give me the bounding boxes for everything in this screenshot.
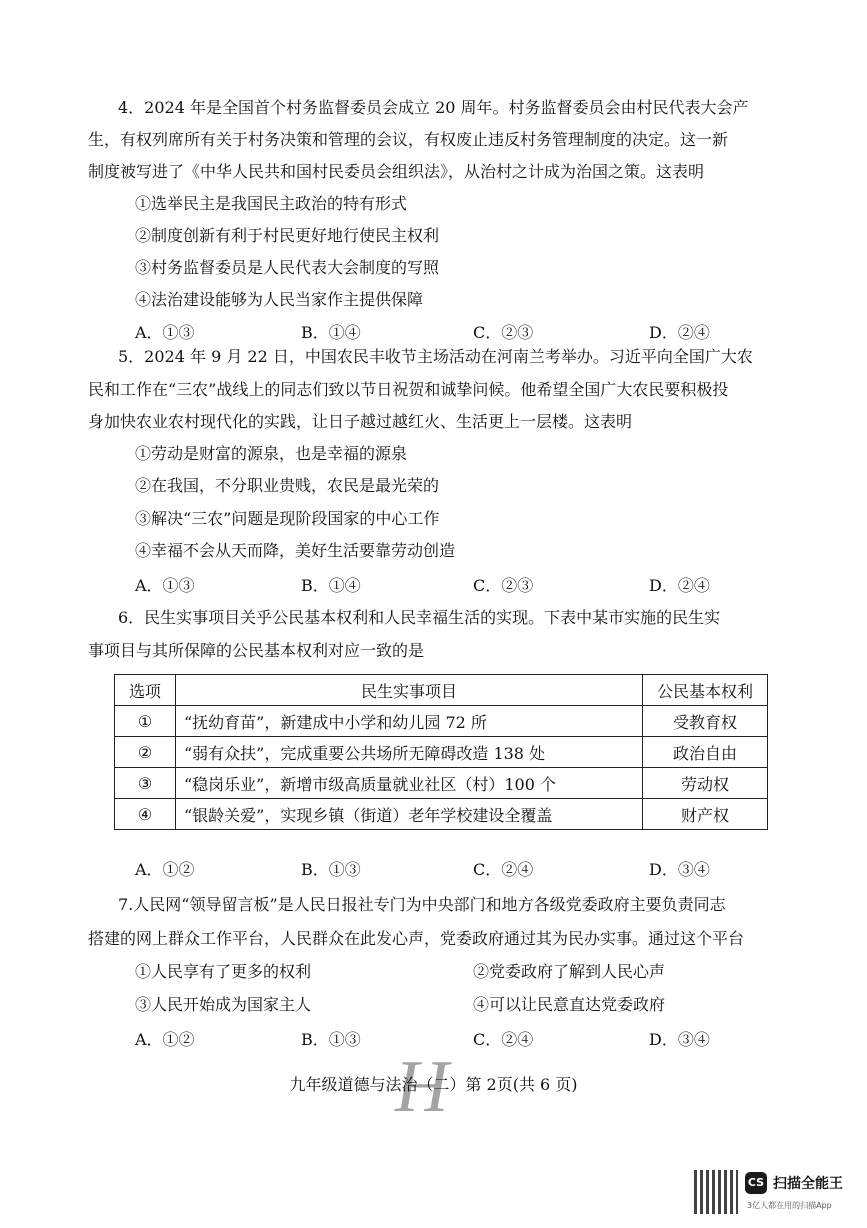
table-cell: 政治自由 (643, 737, 768, 768)
question-4-line: 4．2024 年是全国首个村务监督委员会成立 20 周年。村务监督委员会由村民代表大会产 (118, 98, 749, 117)
table-cell: ② (115, 737, 176, 768)
question-7-options-row (135, 995, 775, 1015)
question-4-line: 生，有权列席所有关于村务决策和管理的会议，有权废止违反村务管理制度的决定。这一新 (88, 130, 729, 149)
table-row (115, 737, 768, 768)
brand-name: 扫描全能王 (773, 1176, 843, 1192)
table-row (115, 768, 768, 799)
choice-d: D．②④ (649, 323, 710, 342)
choice-b: B．①③ (301, 1030, 361, 1049)
qr-code-icon (694, 1170, 738, 1214)
table-header-row (115, 675, 768, 706)
page-footer: 九年级道德与法治（二）第 2页(共 6 页) (289, 1075, 578, 1094)
question-5-option: ④幸福不会从天而降，美好生活要靠劳动创造 (135, 541, 456, 560)
table-row (115, 799, 768, 830)
scanner-brand (745, 1172, 855, 1216)
question-5-option: ③解决“三农”问题是现阶段国家的中心工作 (135, 509, 440, 528)
question-6-line: 6．民生实事项目关乎公民基本权利和人民幸福生活的实现。下表中某市实施的民生实 (118, 608, 721, 627)
choice-d: D．③④ (649, 860, 710, 879)
question-7-option: ②党委政府了解到人民心声 (473, 962, 666, 981)
choice-b: B．①④ (301, 323, 361, 342)
question-4-option: ①选举民主是我国民主政治的特有形式 (135, 194, 408, 213)
question-6-line: 事项目与其所保障的公民基本权利对应一致的是 (88, 641, 425, 660)
table-cell: “弱有众扶”，完成重要公共场所无障碍改造 138 处 (176, 737, 643, 768)
table-header: 公民基本权利 (643, 675, 768, 706)
table-header: 民生实事项目 (176, 675, 643, 706)
question-7-line: 7.人民网“领导留言板”是人民日报社专门为中央部门和地方各级党委政府主要负责同志 (118, 895, 726, 914)
question-7-option: ③人民开始成为国家主人 (135, 995, 312, 1014)
choice-c: C．②③ (473, 323, 534, 342)
table-cell: “稳岗乐业”，新增市级高质量就业社区（村）100 个 (176, 768, 643, 799)
choice-a: A．①② (135, 1030, 195, 1049)
table-cell: “抚幼育苗”，新建成中小学和幼儿园 72 所 (176, 706, 643, 737)
camscanner-logo-icon: CS (745, 1172, 767, 1194)
brand-tagline: 3亿人都在用的扫描App (747, 1201, 832, 1210)
table-header: 选项 (115, 675, 176, 706)
rights-table (114, 674, 768, 830)
choice-b: B．①④ (301, 576, 361, 595)
question-6-choices (135, 860, 775, 880)
choice-a: A．①③ (135, 576, 195, 595)
table-cell: 劳动权 (643, 768, 768, 799)
question-4-option: ②制度创新有利于村民更好地行使民主权利 (135, 226, 440, 245)
choice-d: D．③④ (649, 1030, 710, 1049)
table-cell: 财产权 (643, 799, 768, 830)
table-cell: “银龄关爱”，实现乡镇（街道）老年学校建设全覆盖 (176, 799, 643, 830)
table-row (115, 706, 768, 737)
question-7-choices (135, 1030, 775, 1050)
question-4-option: ③村务监督委员是人民代表大会制度的写照 (135, 258, 440, 277)
question-7-line: 搭建的网上群众工作平台，人民群众在此发心声，党委政府通过其为民办实事。通过这个平台 (88, 929, 745, 948)
question-7-options-row (135, 962, 775, 982)
choice-a: A．①② (135, 860, 195, 879)
choice-a: A．①③ (135, 323, 195, 342)
table-cell: ③ (115, 768, 176, 799)
choice-c: C．②③ (473, 576, 534, 595)
choice-d: D．②④ (649, 576, 710, 595)
question-4-option: ④法治建设能够为人民当家作主提供保障 (135, 290, 424, 309)
question-5-option: ①劳动是财富的源泉，也是幸福的源泉 (135, 444, 408, 463)
choice-c: C．②④ (473, 860, 534, 879)
question-5-line: 身加快农业农村现代化的实践，让日子越过越红火、生活更上一层楼。这表明 (88, 412, 633, 431)
question-5-line: 民和工作在“三农”战线上的同志们致以节日祝贺和诚挚问候。他希望全国广大农民要积极投 (88, 380, 729, 399)
table-cell: ① (115, 706, 176, 737)
question-7-option: ①人民享有了更多的权利 (135, 962, 312, 981)
watermark-letter: H (395, 1046, 449, 1128)
question-4-choices (135, 323, 775, 343)
question-5-choices (135, 576, 775, 596)
question-4-line: 制度被写进了《中华人民共和国村民委员会组织法》，从治村之计成为治国之策。这表明 (88, 162, 705, 181)
table-cell: ④ (115, 799, 176, 830)
question-7-option: ④可以让民意直达党委政府 (473, 995, 666, 1014)
question-5-option: ②在我国，不分职业贵贱，农民是最光荣的 (135, 476, 440, 495)
choice-b: B．①③ (301, 860, 361, 879)
table-cell: 受教育权 (643, 706, 768, 737)
question-5-line: 5．2024 年 9 月 22 日，中国农民丰收节主场活动在河南兰考举办。习近平向全国广大农 (118, 347, 753, 366)
choice-c: C．②④ (473, 1030, 534, 1049)
